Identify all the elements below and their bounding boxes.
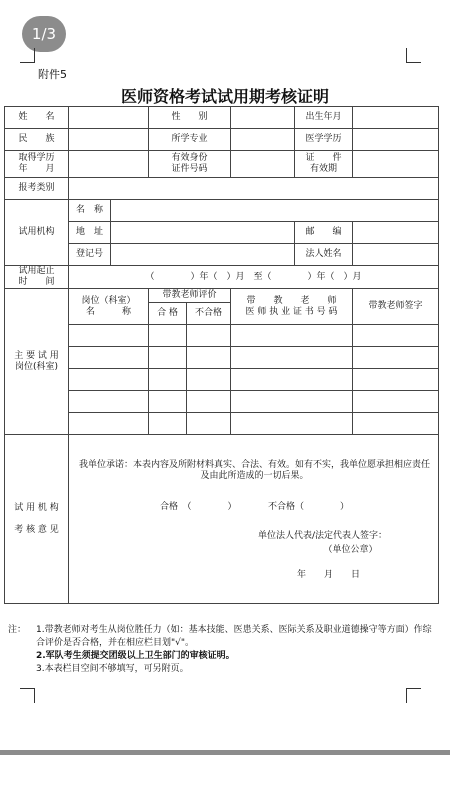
teacher-eval-header: 带教老师评价 [149,289,231,303]
id-field[interactable] [231,151,295,178]
post-cell[interactable] [69,391,149,413]
note-3: 3.本表栏目空间不够填写，可另附页。 [36,664,189,674]
post-row [5,391,439,413]
org-name-label: 名 称 [69,200,111,222]
postcode-label: 邮 编 [295,222,353,244]
ethnicity-label: 民 族 [5,129,69,151]
org-name-field[interactable] [111,200,439,222]
pass-cell[interactable] [149,391,187,413]
post-column-header: 岗位（科室） 名 称 [69,289,149,325]
period-label: 试用起止 时 间 [5,266,69,289]
pass-cell[interactable] [149,325,187,347]
cert-cell[interactable] [231,325,353,347]
sign-cell[interactable] [353,325,439,347]
crop-mark-top-right [406,48,421,63]
fail-cell[interactable] [187,413,231,435]
main-post-label: 主 要 试 用 岗位(科室) [5,289,69,435]
sign-cell[interactable] [353,347,439,369]
medical-edu-label: 医学学历 [295,129,353,151]
seal-line: （单位公章） [323,544,378,555]
note-2: 2.军队考生须提交团级以上卫生部门的审核证明。 [36,651,235,661]
exam-proof-form [4,106,439,604]
fail-cell[interactable] [187,325,231,347]
exam-category-label: 报考类别 [5,178,69,200]
medical-edu-field[interactable] [353,129,439,151]
post-row [5,325,439,347]
opinion-box[interactable] [69,435,439,604]
ethnicity-field[interactable] [69,129,149,151]
fail-header: 不合格 [187,303,231,325]
pass-cell[interactable] [149,347,187,369]
sign-cell[interactable] [353,413,439,435]
viewer-bottom-bar [0,750,450,755]
birth-label: 出生年月 [295,107,353,129]
post-row [5,347,439,369]
signature-line: 单位法人代表/法定代表人签字： [257,530,388,541]
pass-header: 合 格 [149,303,187,325]
validity-label: 证 件 有效期 [295,151,353,178]
cert-cell[interactable] [231,413,353,435]
page-indicator: 1/3 [22,16,66,52]
name-label: 姓 名 [5,107,69,129]
post-cell[interactable] [69,369,149,391]
pass-cell[interactable] [149,413,187,435]
major-field[interactable] [231,129,295,151]
sign-cell[interactable] [353,391,439,413]
id-label: 有效身份 证件号码 [149,151,231,178]
note-1: 1.带教老师对考生从岗位胜任力（如：基本技能、医患关系、医际关系及职业道德操守等方面）作综合评价是否合格，并在相应栏目划"√"。 [36,625,432,648]
attachment-label: 附件5 [38,68,67,81]
gender-label: 性 别 [149,107,231,129]
notes-label: 注： [8,625,27,635]
opinion-label: 试 用 机 构 考 核 意 见 [5,435,69,604]
name-field[interactable] [69,107,149,129]
teacher-cert-header: 带 教 老 师 医 师 执 业 证 书 号 码 [231,289,353,325]
pass-cell[interactable] [149,369,187,391]
trial-institution-label: 试用机构 [5,200,69,266]
gender-field[interactable] [231,107,295,129]
period-field[interactable]: （ ）年（ ）月 至（ ）年（ ）月 [69,266,439,289]
pass-fail-line: 合格 （ ） 不合格（ ） [160,501,350,512]
org-address-label: 地 址 [69,222,111,244]
post-cell[interactable] [69,347,149,369]
cert-cell[interactable] [231,369,353,391]
post-cell[interactable] [69,413,149,435]
birth-field[interactable] [353,107,439,129]
legal-name-label: 法人姓名 [295,244,353,266]
major-label: 所学专业 [149,129,231,151]
cert-cell[interactable] [231,391,353,413]
promise-text: 我单位承诺：本表内容及所附材料真实、合法、有效。如有不实，我单位愿承担相应责任及由此所造成的一切后果。 [79,459,431,481]
fail-cell[interactable] [187,391,231,413]
sign-cell[interactable] [353,369,439,391]
degree-field[interactable] [69,151,149,178]
crop-mark-top-left [20,48,35,63]
exam-category-field[interactable] [69,178,439,200]
post-row [5,369,439,391]
date-line: 年 月 日 [297,569,361,580]
post-row [5,413,439,435]
degree-label: 取得学历 年 月 [5,151,69,178]
reg-no-field[interactable] [111,244,295,266]
notes [8,624,438,676]
fail-cell[interactable] [187,347,231,369]
fail-cell[interactable] [187,369,231,391]
document-title: 医师资格考试试用期考核证明 [120,87,329,106]
org-address-field[interactable] [111,222,295,244]
post-cell[interactable] [69,325,149,347]
crop-mark-bottom-left [20,688,35,703]
postcode-field[interactable] [353,222,439,244]
teacher-sign-header: 带教老师签字 [353,289,439,325]
legal-name-field[interactable] [353,244,439,266]
crop-mark-bottom-right [406,688,421,703]
cert-cell[interactable] [231,347,353,369]
reg-no-label: 登记号 [69,244,111,266]
validity-field[interactable] [353,151,439,178]
